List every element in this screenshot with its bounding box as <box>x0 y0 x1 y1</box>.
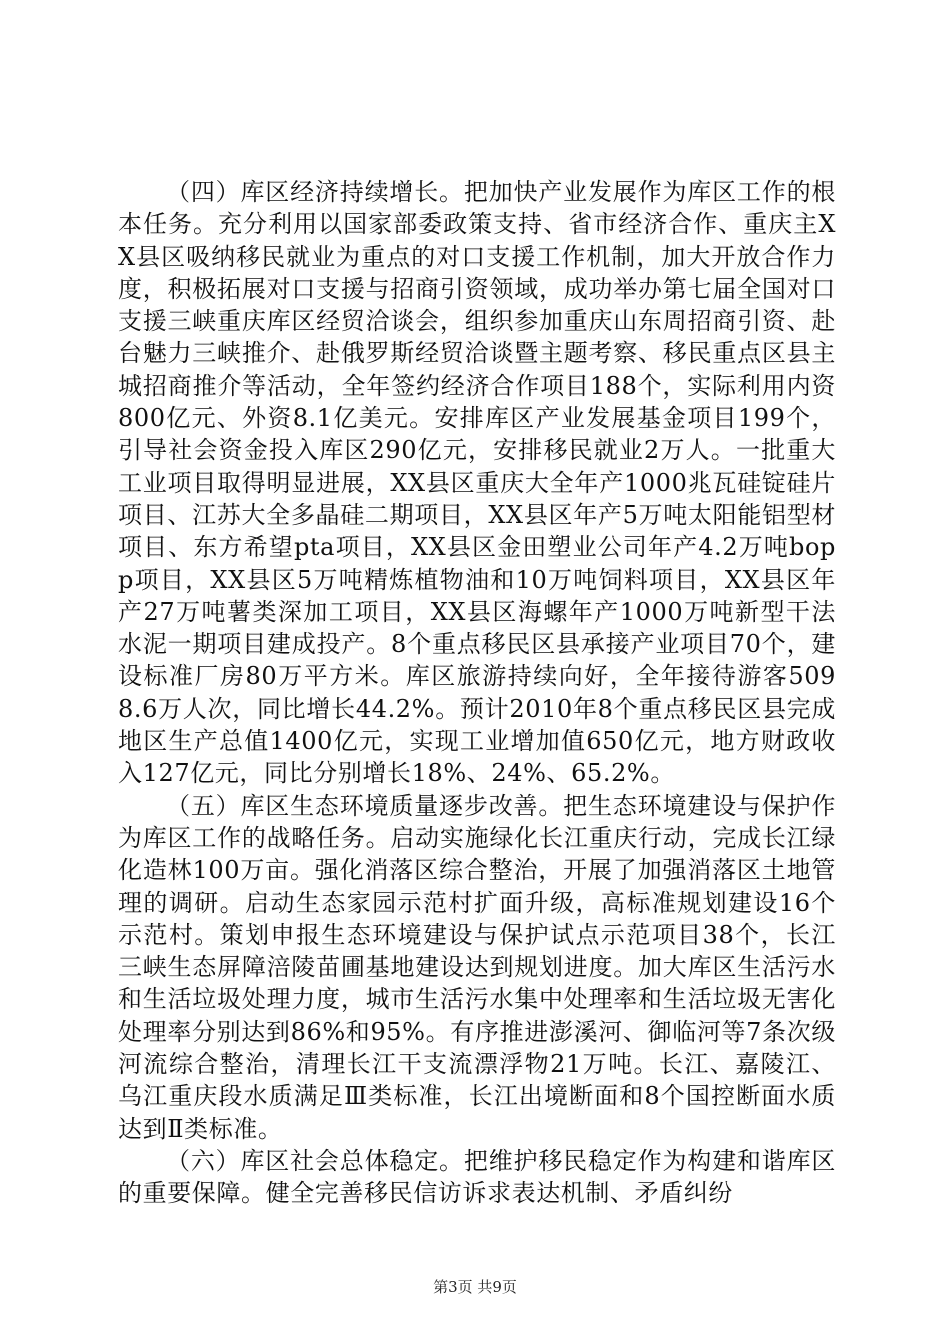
paragraph-economic-growth: （四）库区经济持续增长。把加快产业发展作为库区工作的根本任务。充分利用以国家部委政策支持、省市经济合作、重庆主XX县区吸纳移民就业为重点的对口支援工作机制，加大开放合作力度，积极拓展对口支援与招商引资领域，成功举办第七届全国对口支援三峡重庆库区经贸洽谈会，组织参加重庆山东周招商引资、赴台魅力三峡推介、赴俄罗斯经贸洽谈暨主题考察、移民重点区县主城招商推介等活动，全年签约经济合作项目188个，实际利用内资800亿元、外资8.1亿美元。安排库区产业发展基金项目199个，引导社会资金投入库区290亿元，安排移民就业2万人。一批重大工业项目取得明显进展，XX县区重庆大全年产1000兆瓦硅锭硅片项目、江苏大全多晶硅二期项目，XX县区年产5万吨太阳能铝型材项目、东方希望pta项目，XX县区金田塑业公司年产4.2万吨bopp项目，XX县区5万吨精炼植物油和10万吨饲料项目，XX县区年产27万吨薯类深加工项目，XX县区海螺年产1000万吨新型干法水泥一期项目建成投产。8个重点移民区县承接产业项目70个，建设标准厂房80万平方米。库区旅游持续向好，全年接待游客5098.6万人次，同比增长44.2%。预计2010年8个重点移民区县完成地区生产总值1400亿元，实现工业增加值650亿元，地方财政收入127亿元，同比分别增长18%、24%、65.2%。 <box>118 178 836 788</box>
document-body <box>118 176 836 1210</box>
page-number-footer: 第3页 共9页 <box>433 1278 517 1296</box>
paragraph-social-stability: （六）库区社会总体稳定。把维护移民稳定作为构建和谐库区的重要保障。健全完善移民信访诉求表达机制、矛盾纠纷 <box>118 1146 836 1208</box>
paragraph-ecological-environment: （五）库区生态环境质量逐步改善。把生态环境建设与保护作为库区工作的战略任务。启动实施绿化长江重庆行动，完成长江绿化造林100万亩。强化消落区综合整治，开展了加强消落区土地管理的调研。启动生态家园示范村扩面升级，高标准规划建设16个示范村。策划申报生态环境建设与保护试点示范项目38个，长江三峡生态屏障涪陵苗圃基地建设达到规划进度。加大库区生活污水和生活垃圾处理力度，城市生活污水集中处理率和生活垃圾无害化处理率分别达到86%和95%。有序推进澎溪河、御临河等7条次级河流综合整治，清理长江干支流漂浮物21万吨。长江、嘉陵江、乌江重庆段水质满足Ⅲ类标准，长江出境断面和8个国控断面水质达到Ⅱ类标准。 <box>118 791 836 1143</box>
